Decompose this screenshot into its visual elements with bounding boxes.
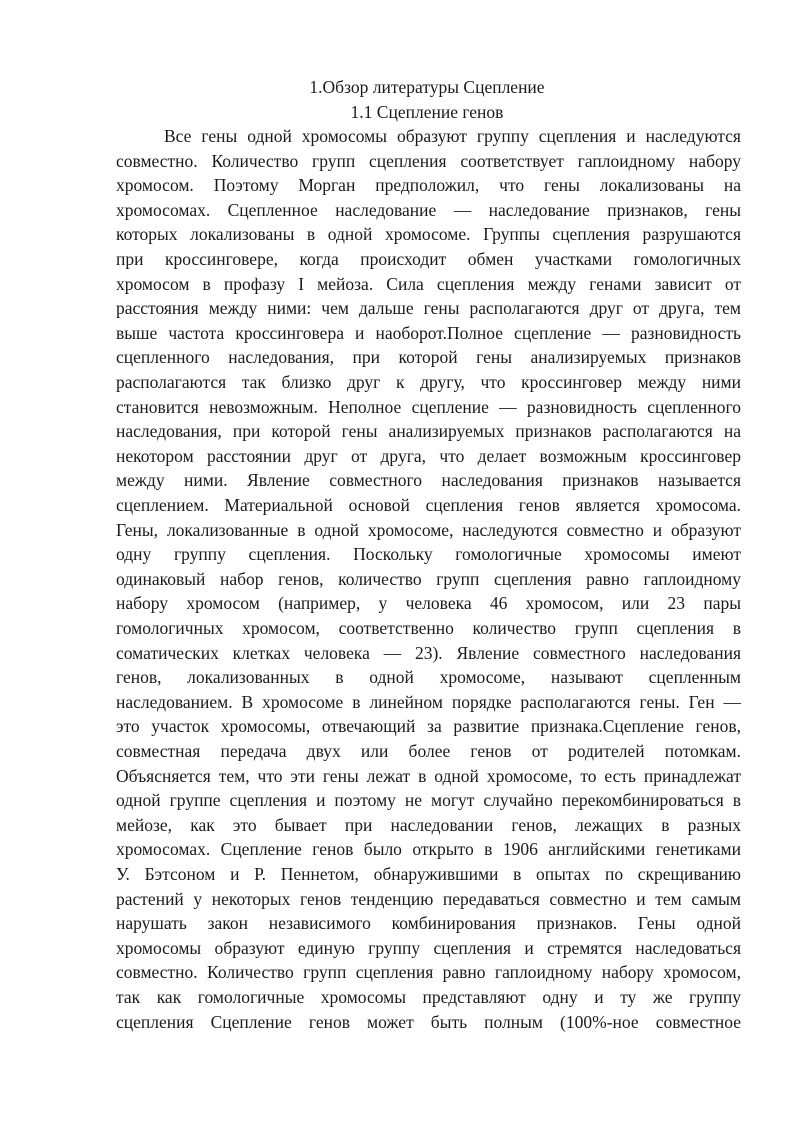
text-line: расстояния между ними: чем дальше гены располагаются друг от друга, тем <box>116 298 741 319</box>
text-line: сцепленного наследования, при которой гены анализируемых признаков <box>116 347 741 368</box>
text-line: генов, локализованных в одной хромосоме, называют сцепленным <box>116 667 741 688</box>
text-line: между ними. Явление совместного наследования признаков называется <box>116 470 741 491</box>
text-line: хромосомах. Сцепленное наследование — наследование признаков, гены <box>116 199 741 220</box>
text-line: нарушать закон независимого комбинирования признаков. Гены одной <box>116 913 741 934</box>
text-line: хромосом. Поэтому Морган предположил, что гены локализованы на <box>116 175 741 196</box>
text-line: совместно. Количество групп сцепления соответствует гаплоидному набору <box>116 150 741 171</box>
text-line: некотором расстоянии друг от друга, что делает возможным кроссинговер <box>116 445 741 466</box>
text-line: одинаковый набор генов, количество групп сцепления равно гаплоидному <box>116 568 741 589</box>
text-line: Объясняется тем, что эти гены лежат в одной хромосоме, то есть принадлежат <box>116 765 741 786</box>
text-line: гомологичных хромосом, соответственно количество групп сцепления в <box>116 618 741 638</box>
text-line: выше частота кроссинговера и наоборот.Полное сцепление — разновидность <box>116 322 741 343</box>
text-line: при кроссинговере, когда происходит обмен участками гомологичных <box>116 249 741 269</box>
text-line: набору хромосом (например, у человека 46 хромосом, или 23 пары <box>116 593 741 614</box>
text-line: хромосомах. Сцепление генов было открыто в 1906 английскими генетиками <box>116 839 741 860</box>
text-line: так как гомологичные хромосомы представляют одну и ту же группу <box>116 987 741 1007</box>
text-line: располагаются так близко друг к другу, что кроссинговер между ними <box>116 372 741 392</box>
text-line: становится невозможным. Неполное сцепление — разновидность сцепленного <box>116 396 741 417</box>
text-line: хромосом в профазу I мейоза. Сила сцепления между генами зависит от <box>116 273 741 294</box>
text-line: наследованием. В хромосоме в линейном порядке располагаются гены. Ген — <box>116 691 741 712</box>
section-subtitle: 1.1 Сцепление генов <box>350 102 504 122</box>
text-line: растений у некоторых генов тенденцию передаваться совместно и тем самым <box>116 888 741 909</box>
text-line: которых локализованы в одной хромосоме. Группы сцепления разрушаются <box>116 224 741 245</box>
text-line: Гены, локализованные в одной хромосоме, наследуются совместно и образуют <box>116 519 741 540</box>
document-title: 1.Обзор литературы Сцепление <box>309 77 545 97</box>
text-line: одной группе сцепления и поэтому не могут случайно перекомбинироваться в <box>116 790 741 811</box>
text-line: соматических клетках человека — 23). Явление совместного наследования <box>116 642 741 663</box>
text-line: хромосомы образуют единую группу сцепления и стремятся наследоваться <box>116 937 741 958</box>
text-line: наследования, при которой гены анализируемых признаков располагаются на <box>116 421 741 442</box>
text-line: сцеплением. Материальной основой сцепления генов является хромосома. <box>116 495 741 515</box>
text-line: это участок хромосомы, отвечающий за развитие признака.Сцепление генов, <box>116 716 741 737</box>
text-line: совместно. Количество групп сцепления равно гаплоидному набору хромосом, <box>116 962 741 983</box>
text-line: У. Бэтсоном и Р. Пеннетом, обнаружившими в опытах по скрещиванию <box>116 864 741 884</box>
text-line: одну группу сцепления. Поскольку гомологичные хромосомы имеют <box>116 544 741 565</box>
text-line: сцепления Сцепление генов может быть полным (100%-ное совместное <box>116 1011 741 1032</box>
text-line: мейозе, как это бывает при наследовании генов, лежащих в разных <box>116 814 741 835</box>
text-line: совместная передача двух или более генов от родителей потомкам. <box>116 741 741 761</box>
text-line: Все гены одной хромосомы образуют группу сцепления и наследуются <box>164 126 741 146</box>
